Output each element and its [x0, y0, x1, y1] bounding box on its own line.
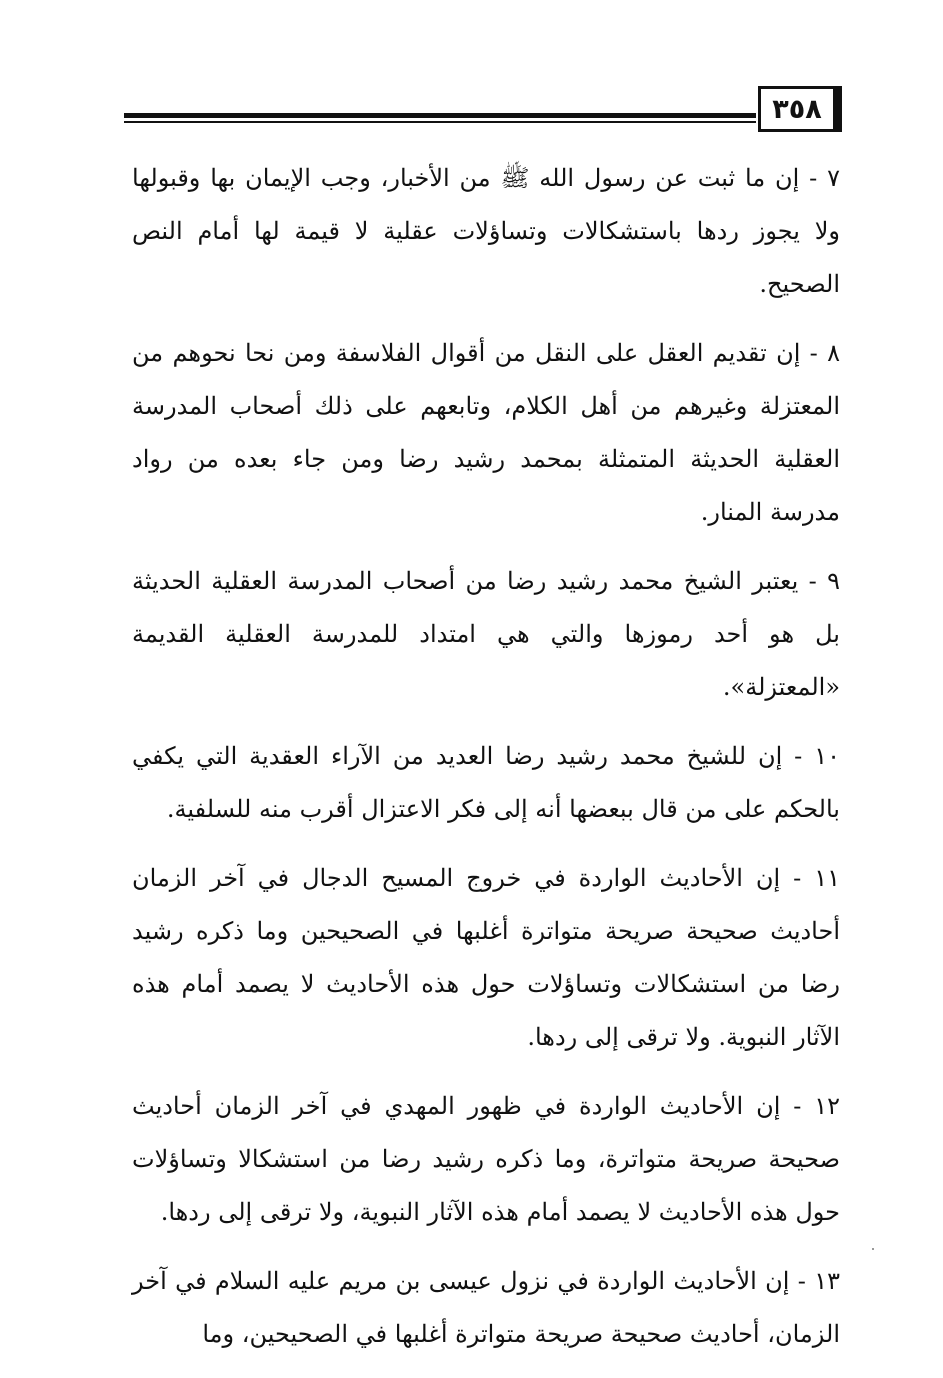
page-number-box — [758, 86, 842, 132]
scan-speck — [872, 1248, 874, 1250]
header-rule-thin — [124, 121, 756, 123]
header-rule-thick — [124, 113, 756, 118]
page-number: ٣٥٨ — [772, 93, 822, 125]
paragraph-10: ١٠ - إن للشيخ محمد رشيد رضا العديد من الآراء العقدية التي يكفي بالحكم على من قال ببعضها أنه إلى فكر الاعتزال أقرب منه للسلفية. — [132, 742, 840, 823]
paragraph-12: ١٢ - إن الأحاديث الواردة في ظهور المهدي في آخر الزمان أحاديث صحيحة صريحة متواترة، وما ذكره رشيد رضا من استشكالا وتساؤلات حول هذه الأحاديث لا يصمد أمام هذه الآثار النبوية، ولا ترقى إلى ردها. — [132, 1092, 840, 1226]
page-body — [132, 152, 840, 1377]
page-header — [124, 86, 842, 138]
paragraph-7: ٧ - إن ما ثبت عن رسول الله ﷺ من الأخبار، وجب الإيمان بها وقبولها ولا يجوز ردها باستشكالات وتساؤلات عقلية لا قيمة لها أمام النص الصحيح. — [132, 164, 840, 298]
paragraph-8: ٨ - إن تقديم العقل على النقل من أقوال الفلاسفة ومن نحا نحوهم من المعتزلة وغيرهم من أهل الكلام، وتابعهم على ذلك أصحاب المدرسة العقلية الحديثة المتمثلة بمحمد رشيد رضا ومن جاء بعده من رواد مدرسة المنار. — [132, 339, 840, 526]
paragraph-11: ١١ - إن الأحاديث الواردة في خروج المسيح الدجال في آخر الزمان أحاديث صحيحة صريحة متواترة أغلبها في الصحيحين وما ذكره رشيد رضا من استشكالات وتساؤلات حول هذه الأحاديث لا يصمد أمام هذه الآثار النبوية. ولا ترقى إلى ردها. — [132, 864, 840, 1051]
paragraph-9: ٩ - يعتبر الشيخ محمد رشيد رضا من أصحاب المدرسة العقلية الحديثة بل هو أحد رموزها والتي هي امتداد للمدرسة العقلية القديمة «المعتزلة». — [132, 567, 840, 701]
paragraph-13: ١٣ - إن الأحاديث الواردة في نزول عيسى بن مريم عليه السلام في آخر الزمان، أحاديث صحيحة صريحة متواترة أغلبها في الصحيحين، وما — [132, 1267, 840, 1348]
